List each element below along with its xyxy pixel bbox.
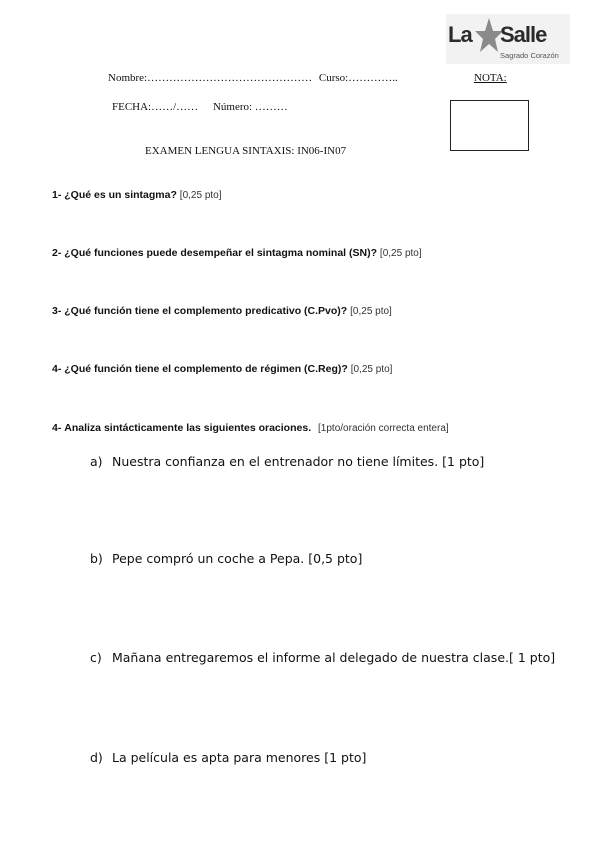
question-number: 4- [52,363,62,375]
question-3 [52,305,392,317]
question-text: ¿Qué función tiene el complemento predicativo (C.Pvo)? [64,305,348,317]
grade-box[interactable] [450,100,529,151]
date-field[interactable] [112,101,288,113]
question-points: [0,25 pto] [350,364,393,375]
sentence-label: a) [90,454,103,469]
number-label: Número: ……… [212,101,288,113]
sentence-text: Nuestra confianza en el entrenador no tiene límites. [1 pto] [111,454,485,469]
question-4 [52,363,392,375]
question-text: ¿Qué funciones puede desempeñar el sintagma nominal (SN)? [64,247,377,259]
logo-word-la: La [448,22,472,47]
sentence-label: b) [90,551,103,566]
question-number: 3- [52,305,62,317]
question-number: 1- [52,189,62,201]
sentence-d [90,750,366,765]
sentence-text: Pepe compró un coche a Pepa. [0,5 pto] [111,551,363,566]
grade-label: NOTA: [474,72,507,84]
question-text: ¿Qué es un sintagma? [64,189,177,201]
sentence-a [90,454,484,469]
logo-subtitle: Sagrado Corazón [500,51,559,60]
question-text: Analiza sintácticamente las siguientes oraciones. [64,422,312,434]
exam-title: EXAMEN LENGUA SINTAXIS: IN06-IN07 [145,145,347,157]
sentence-label: c) [90,650,102,665]
question-text: ¿Qué función tiene el complemento de régimen (C.Reg)? [64,363,348,375]
name-field[interactable] [108,72,398,84]
school-logo [446,14,570,64]
question-points: [0,25 pto] [350,306,392,317]
sentence-text: Mañana entregaremos el informe al delegado de nuestra clase.[ 1 pto] [111,650,556,665]
question-points: [0,25 pto] [179,190,222,201]
question-5 [52,422,449,434]
sentence-label: d) [90,750,103,765]
logo-word-salle: Salle [500,22,547,47]
question-points: [1pto/oración correcta entera] [318,423,449,434]
question-points: [0,25 pto] [379,248,422,259]
course-label: Curso:………….. [318,72,398,84]
sentence-c [90,650,555,665]
sentence-text: La película es apta para menores [1 pto] [111,750,367,765]
name-label: Nombre:……………………………………… [108,72,313,84]
date-label: FECHA:……/…… [112,101,199,113]
question-1 [52,189,222,201]
sentence-b [90,551,362,566]
question-number: 4- [52,422,62,434]
question-2 [52,247,422,259]
question-number: 2- [52,247,62,259]
